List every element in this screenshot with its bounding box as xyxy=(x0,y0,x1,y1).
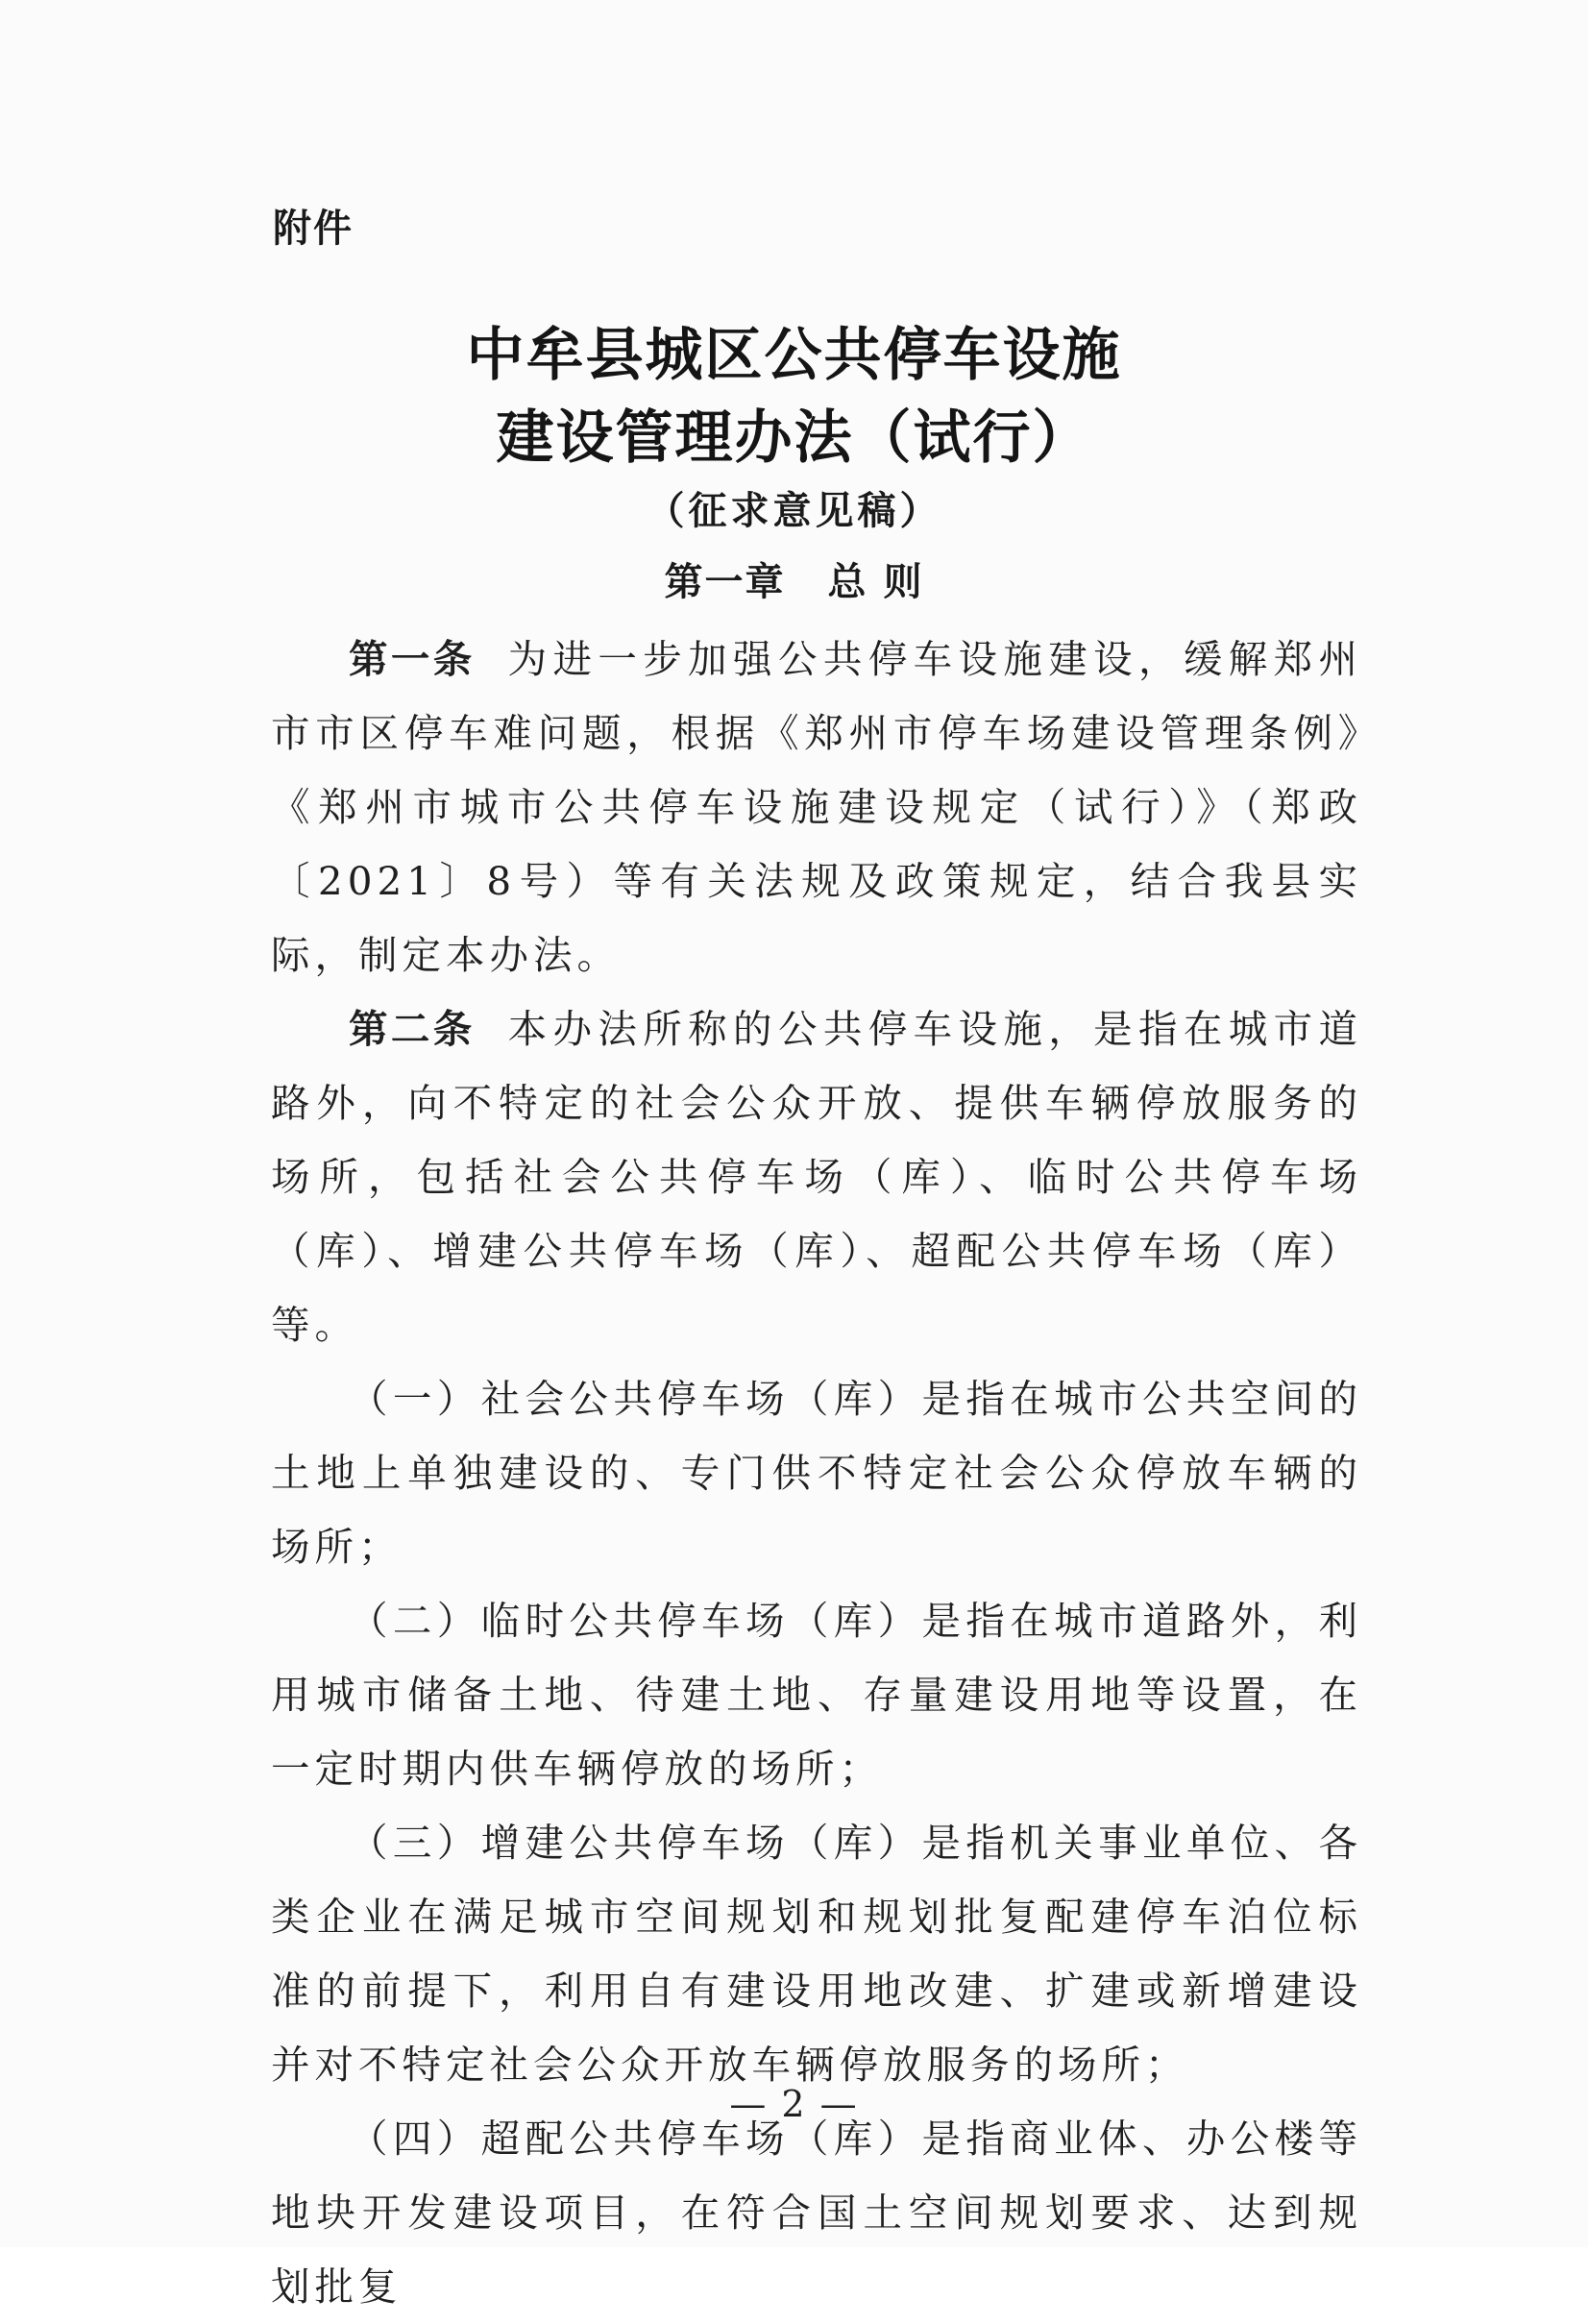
item-paragraph: （一）社会公共停车场（库）是指在城市公共空间的土地上单独建设的、专门供不特定社会公众停放车辆的场所； xyxy=(271,1376,1362,1570)
page-number: — 2 — xyxy=(729,2083,859,2125)
article-label: 第一条 xyxy=(349,636,476,682)
article-text: 为进一步加强公共停车设施建设，缓解郑州市市区停车难问题，根据《郑州市停车场建设管理条例》《郑州市城市公共停车设施建设规定（试行）》（郑政〔2021〕8号）等有关法规及政策规定，结合我县实际，制定本办法。 xyxy=(271,636,1363,978)
article-paragraph xyxy=(271,623,1362,992)
item-paragraph: （二）临时公共停车场（库）是指在城市道路外，利用城市储备土地、待建土地、存量建设用地等设置，在一定时期内供车辆停放的场所； xyxy=(271,1598,1362,1792)
document-subtitle: （征求意见稿） xyxy=(646,488,942,533)
chapter-number: 第一章 xyxy=(664,560,786,604)
document-body xyxy=(271,623,1362,2324)
article-paragraph xyxy=(271,992,1362,1362)
document-title-line-2: 建设管理办法（试行） xyxy=(496,404,1092,472)
attachment-label: 附件 xyxy=(273,207,354,251)
chapter-heading xyxy=(0,551,1588,606)
document-title-line-1: 中牟县城区公共停车设施 xyxy=(466,322,1122,389)
chapter-title: 总 则 xyxy=(827,560,924,604)
item-paragraph: （四）超配公共停车场（库）是指商业体、办公楼等地块开发建设项目，在符合国土空间规划要求、达到规划批复 xyxy=(271,2116,1362,2310)
item-paragraph: （三）增建公共停车场（库）是指机关事业单位、各类企业在满足城市空间规划和规划批复配建停车泊位标准的前提下，利用自有建设用地改建、扩建或新增建设并对不特定社会公众开放车辆停放服务的场所； xyxy=(271,1820,1362,2088)
article-text: 本办法所称的公共停车设施，是指在城市道路外，向不特定的社会公众开放、提供车辆停放服务的场所，包括社会公共停车场（库）、临时公共停车场（库）、增建公共停车场（库）、超配公共停车场（库）等。 xyxy=(271,1006,1363,1348)
article-label: 第二条 xyxy=(349,1006,476,1052)
